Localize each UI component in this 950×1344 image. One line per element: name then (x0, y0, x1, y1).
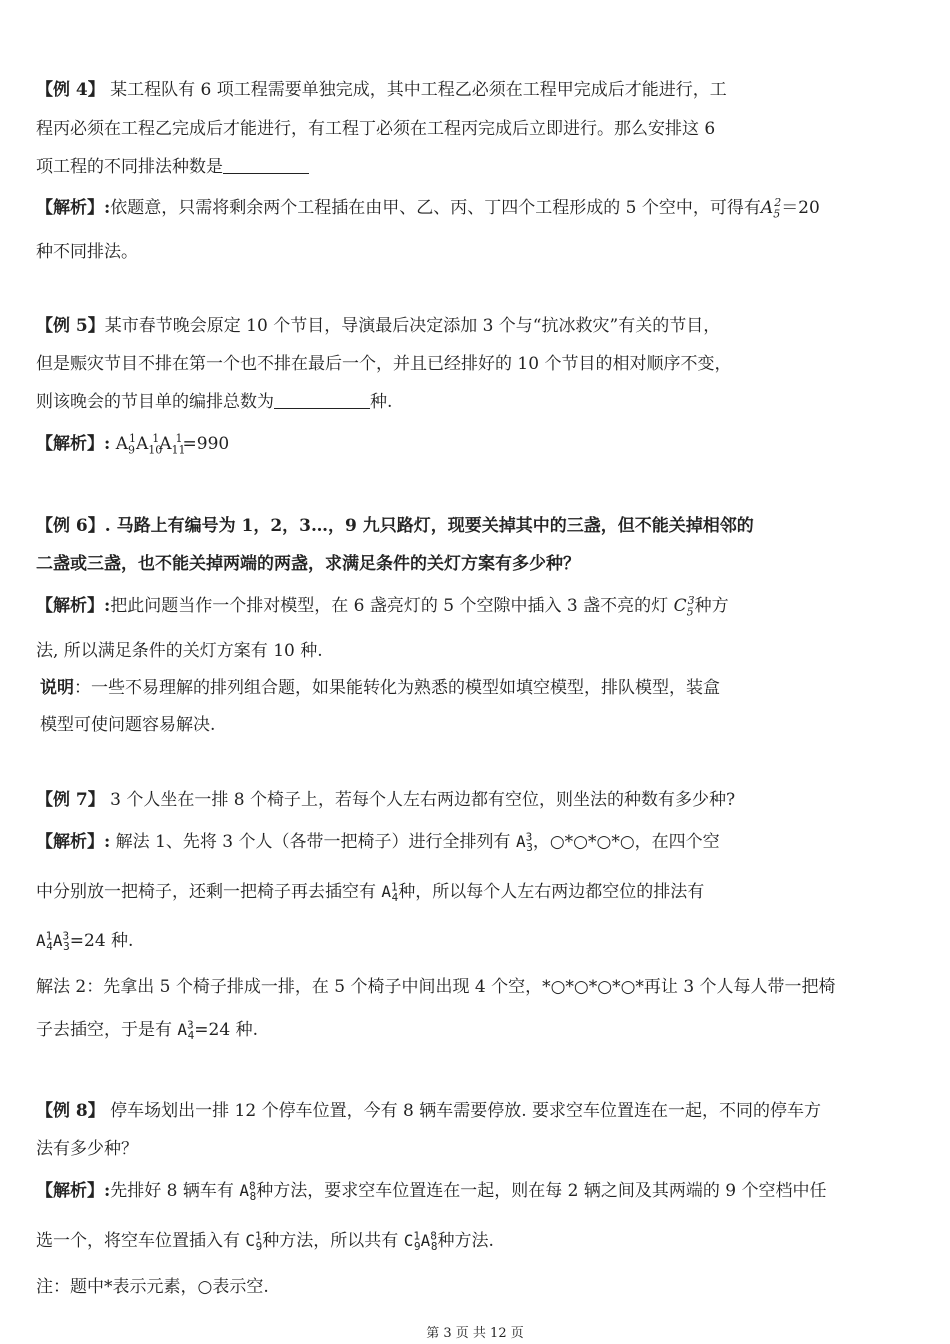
ex4-line2: 程丙必须在工程乙完成后才能进行，有工程丁必须在工程丙完成后立即进行。那么安排这 6 (36, 119, 716, 139)
ex8-line2: 法有多少种？ (36, 1139, 138, 1159)
ex8-solution-text1b: 种方法，要求空车位置连在一起，则在每 2 辆之间及其两端的 9 个空档中任 (256, 1181, 827, 1201)
page-footer: 第 3 页 共 12 页 (426, 1326, 524, 1341)
ex6-note-text1: ：一些不易理解的排列组合题，如果能转化为熟悉的模型如填空模型，排队模型，装盒 (74, 678, 720, 698)
ex7-solution2-line2 (36, 1018, 258, 1042)
ex6-line1 (36, 514, 754, 538)
ex8-text1: 停车场划出一排 12 个停车位置，今有 8 辆车需要停放. 要求空车位置连在一起，不同的停车方 (104, 1101, 822, 1121)
ex6-note-line2: 模型可使问题容易解决. (40, 715, 216, 735)
ex5-text3: 则该晚会的节目单的编排总数为 (36, 392, 274, 412)
ex8-formula-c91a88: $C^1_9A^8_8$ (403, 1229, 438, 1254)
ex7-solution-text2b: 种，所以每个人左右两边都空位的排法有 (398, 882, 705, 902)
ex7-solution-text2a: 中分别放一把椅子，还剩一把椅子再去插空有 (36, 882, 376, 902)
ex7-solution-line3 (36, 929, 133, 953)
ex6-solution-text1b: 种方 (694, 596, 729, 616)
ex8-formula-a88: $A^8_8$ (239, 1179, 257, 1204)
ex8-solution-text1a: 先排好 8 辆车有 (110, 1181, 234, 1201)
ex7-solution-text1a: 解法 1、先将 3 个人（各带一把椅子）进行全排列有 (110, 832, 511, 852)
ex6-label: 【例 6】 (36, 516, 105, 536)
ex6-solution-line2: 法, 所以满足条件的关灯方案有 10 种. (36, 641, 323, 661)
ex7-formula-a43: $A^3_4$ (177, 1018, 195, 1043)
ex7-formula-a41a33: $A^1_4A^3_3$ (36, 929, 70, 954)
ex7-solution-label: 【解析】: (36, 832, 111, 852)
ex5-solution-line (36, 432, 229, 456)
ex7-solution2-line1: 解法 2：先拿出 5 个椅子排成一排，在 5 个椅子中间出现 4 个空，*○*○*○*○*再让 3 个人每人带一把椅 (36, 977, 836, 997)
ex6-note-label: 说明 (40, 678, 74, 698)
ex4-solution-line1 (36, 196, 820, 220)
ex5-text1: 某市春节晚会原定 10 个节目，导演最后决定添加 3 个与“抗冰救灾”有关的节目， (104, 316, 721, 336)
ex5-line1 (36, 314, 720, 338)
ex6-text1: . 马路上有编号为 1，2，3…，9 九只路灯，现要关掉其中的三盏，但不能关掉相邻的 (104, 516, 754, 536)
ex8-solution-label: 【解析】: (36, 1181, 111, 1201)
ex4-text3: 项工程的不同排法种数是 (36, 157, 223, 177)
ex5-label: 【例 5】 (36, 316, 105, 336)
ex4-solution-result: ＝20 (781, 198, 820, 218)
ex4-text1: 某工程队有 6 项工程需要单独完成，其中工程乙必须在工程甲完成后才能进行，工 (104, 80, 727, 100)
ex4-line3 (36, 155, 309, 179)
ex8-label: 【例 8】 (36, 1101, 105, 1121)
ex6-solution-label: 【解析】: (36, 596, 111, 616)
ex7-formula-a33: $A^3_3$ (515, 830, 533, 855)
ex7-text1: 3 个人坐在一排 8 个椅子上，若每个人左右两边都有空位，则坐法的种数有多少种? (104, 790, 736, 810)
ex7-solution-line1 (36, 830, 720, 854)
ex7-solution-line2 (36, 880, 704, 904)
ex8-solution-text2b: 种方法，所以共有 (262, 1231, 399, 1251)
ex8-solution-line2 (36, 1229, 494, 1253)
ex7-solution2-text2b: =24 种. (194, 1020, 258, 1040)
ex7-line1 (36, 788, 735, 812)
ex6-note-line1 (40, 676, 720, 700)
ex8-line1 (36, 1099, 821, 1123)
ex4-answer-blank (223, 155, 309, 174)
ex8-note: 注：题中*表示元素，○表示空. (36, 1277, 269, 1297)
ex5-solution-label: 【解析】: (36, 434, 111, 454)
ex6-solution-line1 (36, 594, 729, 618)
ex5-solution-formula: $A_9^1A_{10}^1A_{11}^1=990$ (115, 432, 230, 457)
ex6-line2: 二盏或三盏，也不能关掉两端的两盏，求满足条件的关灯方案有多少种？ (36, 554, 580, 574)
ex5-text3b: 种. (370, 392, 393, 412)
ex4-solution-label: 【解析】: (36, 198, 111, 218)
ex7-formula-a41: $A^1_4$ (381, 880, 399, 905)
ex8-solution-text2a: 选一个，将空车位置插入有 (36, 1231, 240, 1251)
ex8-solution-line1 (36, 1179, 826, 1203)
ex4-solution-line2: 种不同排法。 (36, 242, 138, 262)
ex6-solution-formula: $C_5^3$ (673, 594, 695, 619)
ex4-solution-formula: $A_5^2$ (760, 196, 782, 221)
ex7-label: 【例 7】 (36, 790, 105, 810)
ex4-label: 【例 4】 (36, 80, 105, 100)
ex8-solution-text2c: 种方法. (437, 1231, 494, 1251)
ex7-solution-text3b: =24 种. (69, 931, 134, 951)
ex7-solution2-text2a: 子去插空，于是有 (36, 1020, 172, 1040)
ex4-solution-text: 依题意，只需将剩余两个工程插在由甲、乙、丙、丁四个工程形成的 5 个空中，可得有 (110, 198, 761, 218)
ex4-line1 (36, 78, 727, 102)
ex6-solution-text: 把此问题当作一个排对模型，在 6 盏亮灯的 5 个空隙中插入 3 盏不亮的灯 (110, 596, 669, 616)
ex5-answer-blank (274, 390, 370, 409)
ex7-solution-text1b: ，○*○*○*○，在四个空 (532, 832, 720, 852)
ex5-line2: 但是赈灾节目不排在第一个也不排在最后一个，并且已经排好的 10 个节目的相对顺序不变， (36, 354, 732, 374)
ex8-formula-c91: $C^1_9$ (245, 1229, 263, 1254)
ex5-line3 (36, 390, 392, 414)
